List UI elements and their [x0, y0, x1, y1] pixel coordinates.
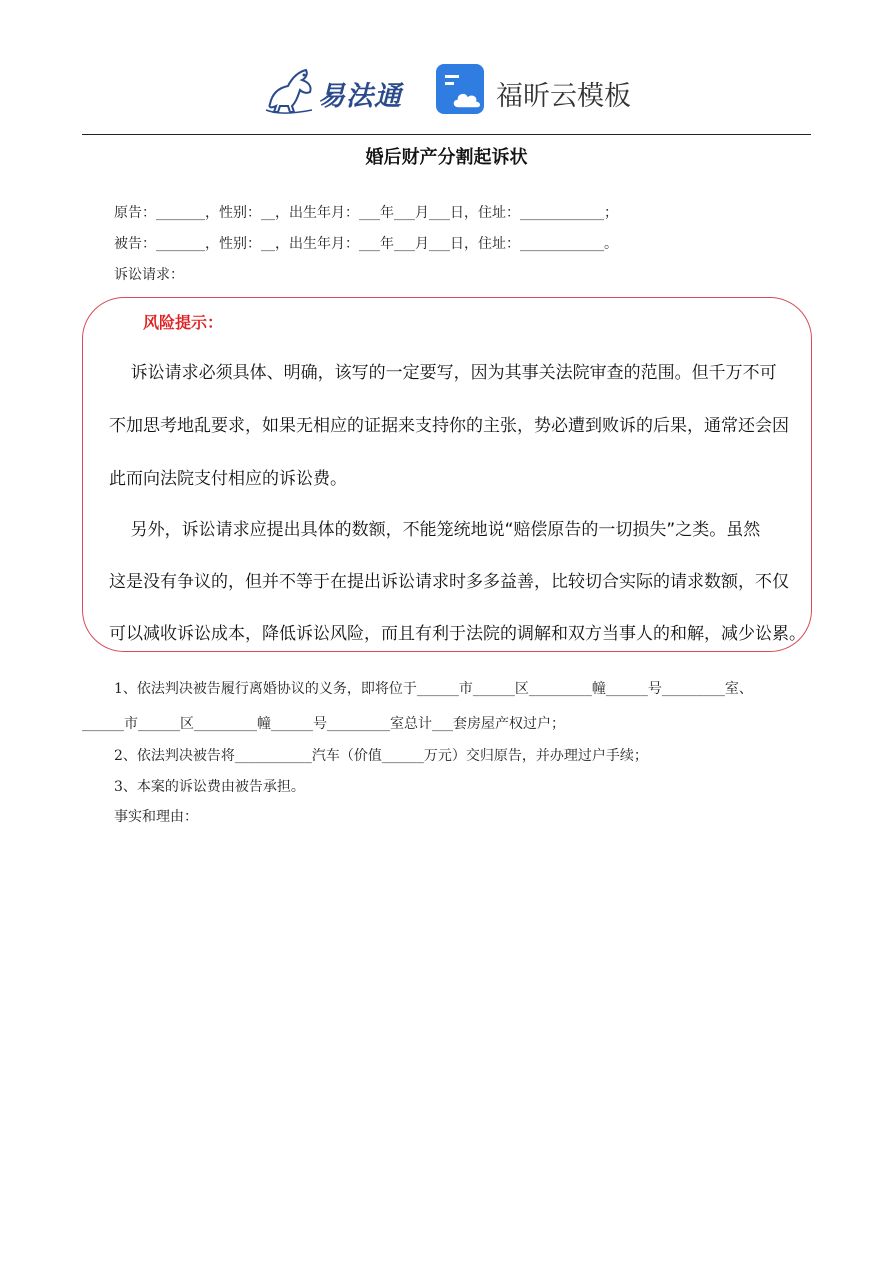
- claims-label: 诉讼请求：: [114, 267, 184, 283]
- header: [0, 60, 893, 122]
- horse-logo-icon: [262, 64, 318, 116]
- yifatong-brand-text: 易法通: [318, 81, 402, 112]
- risk-notice-line: 另外，诉讼请求应提出具体的数额，不能笼统地说“赔偿原告的一切损失”之类。虽然: [109, 520, 761, 540]
- risk-notice-line: 这是没有争议的，但并不等于在提出诉讼请求时多多益善，比较切合实际的请求数额，不仅: [109, 572, 789, 592]
- claim-1-line-1: 1、依法判决被告履行离婚协议的义务，即将位于______市______区_________幢______号_________室、: [114, 681, 753, 697]
- risk-notice-line: 此而向法院支付相应的诉讼费。: [109, 469, 347, 489]
- risk-notice-line: 不加思考地乱要求，如果无相应的证据来支持你的主张，势必遭到败诉的后果，通常还会因: [109, 416, 789, 436]
- document-title: 婚后财产分割起诉状: [365, 147, 528, 168]
- risk-notice-line: 可以减收诉讼成本，降低诉讼风险，而且有利于法院的调解和双方当事人的和解，减少讼累。: [109, 624, 806, 644]
- plaintiff-line: 原告：_______，性别：__，出生年月：___年___月___日，住址：____________；: [114, 205, 618, 221]
- yifatong-logo: [262, 64, 412, 116]
- risk-notice-line: 诉讼请求必须具体、明确，该写的一定要写，因为其事关法院审查的范围。但千万不可: [109, 363, 777, 383]
- cloud-document-icon: [436, 64, 488, 116]
- claim-3: 3、本案的诉讼费由被告承担。: [114, 779, 305, 795]
- fuxin-logo: [436, 64, 646, 118]
- claim-2: 2、依法判决被告将___________汽车（价值______万元）交归原告，并办理过户手续；: [114, 748, 648, 764]
- header-divider: [82, 134, 811, 135]
- facts-label: 事实和理由：: [114, 809, 198, 825]
- defendant-line: 被告：_______，性别：__，出生年月：___年___月___日，住址：____________。: [114, 236, 618, 252]
- risk-notice-box: [82, 297, 812, 652]
- fuxin-brand-text: 福昕云模板: [496, 81, 631, 112]
- claim-1-line-2: ______市______区_________幢______号_________室总计___套房屋产权过户；: [82, 716, 565, 732]
- risk-notice-title: 风险提示：: [143, 313, 224, 332]
